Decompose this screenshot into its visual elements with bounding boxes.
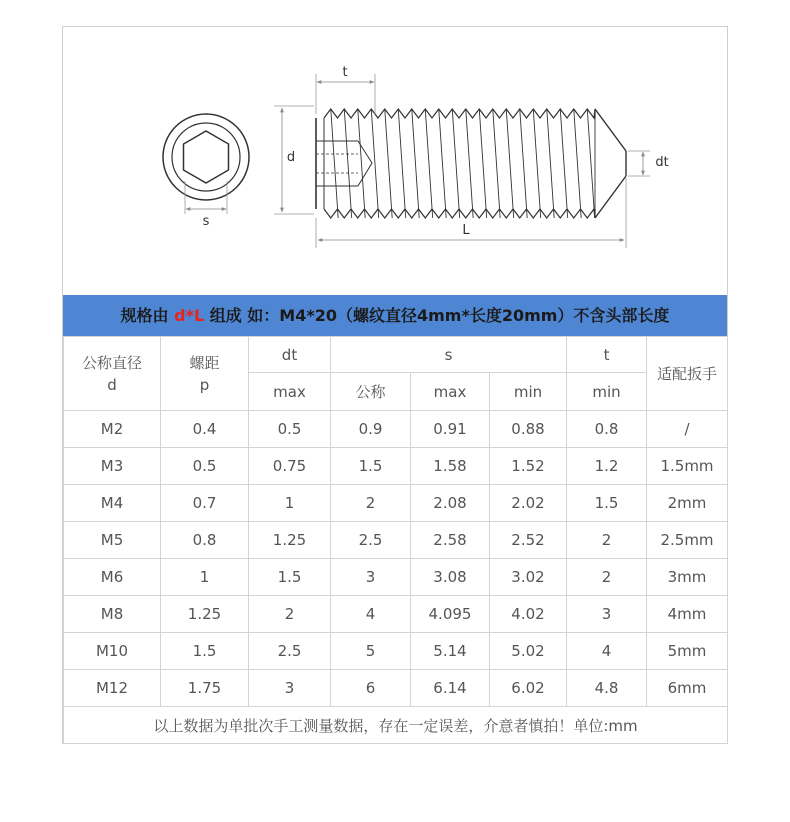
- table-header-row: [64, 337, 728, 373]
- table-cell: 1.5: [331, 448, 411, 485]
- table-cell: 3mm: [647, 559, 728, 596]
- table-row: [64, 448, 728, 485]
- table-row: [64, 633, 728, 670]
- banner-highlight: d*L: [174, 306, 205, 325]
- table-cell: 4.02: [490, 596, 567, 633]
- table-cell: 2.02: [490, 485, 567, 522]
- table-cell: 2: [249, 596, 331, 633]
- table-cell: 5.02: [490, 633, 567, 670]
- measurement-note: 以上数据为单批次手工测量数据，存在一定误差，介意者慎拍！单位:mm: [64, 707, 728, 744]
- header-s-min: min: [490, 373, 567, 411]
- table-note-row: [64, 707, 728, 744]
- dimension-table: [63, 336, 728, 744]
- table-cell: 6: [331, 670, 411, 707]
- label-dt: dt: [655, 155, 669, 170]
- table-row: [64, 411, 728, 448]
- table-cell: 1.75: [161, 670, 249, 707]
- banner-prefix: 规格由: [120, 306, 175, 325]
- table-cell: 1.5mm: [647, 448, 728, 485]
- table-cell: /: [647, 411, 728, 448]
- table-cell: 1.5: [567, 485, 647, 522]
- table-cell: 1.25: [249, 522, 331, 559]
- header-nominal-symbol: d: [107, 375, 117, 394]
- table-cell: 0.8: [567, 411, 647, 448]
- header-t-min: min: [567, 373, 647, 411]
- header-t: t: [567, 337, 647, 373]
- specification-banner: [63, 295, 727, 336]
- table-cell: 1: [161, 559, 249, 596]
- screw-technical-drawing: [62, 26, 728, 294]
- table-cell: M8: [64, 596, 161, 633]
- table-cell: 0.5: [249, 411, 331, 448]
- header-pitch: [161, 337, 249, 411]
- label-t: t: [342, 65, 348, 80]
- table-cell: 2.08: [411, 485, 490, 522]
- label-s: s: [202, 214, 210, 229]
- header-dt: dt: [249, 337, 331, 373]
- table-cell: 1.5: [249, 559, 331, 596]
- table-cell: 4.095: [411, 596, 490, 633]
- table-cell: 3: [249, 670, 331, 707]
- table-cell: 6.02: [490, 670, 567, 707]
- table-cell: 3.08: [411, 559, 490, 596]
- table-cell: 0.7: [161, 485, 249, 522]
- table-cell: 0.8: [161, 522, 249, 559]
- table-cell: 1.58: [411, 448, 490, 485]
- table-cell: 1.2: [567, 448, 647, 485]
- table-cell: 2: [567, 522, 647, 559]
- table-cell: M3: [64, 448, 161, 485]
- header-dt-max: max: [249, 373, 331, 411]
- table-cell: 3.02: [490, 559, 567, 596]
- table-cell: 2: [567, 559, 647, 596]
- table-cell: 5: [331, 633, 411, 670]
- table-cell: 2.5: [331, 522, 411, 559]
- table-cell: 2.52: [490, 522, 567, 559]
- table-cell: 6mm: [647, 670, 728, 707]
- header-pitch-label: 螺距: [189, 353, 220, 372]
- table-row: [64, 559, 728, 596]
- table-cell: M12: [64, 670, 161, 707]
- table-row: [64, 522, 728, 559]
- table-cell: 4.8: [567, 670, 647, 707]
- table-cell: 1.52: [490, 448, 567, 485]
- table-cell: 6.14: [411, 670, 490, 707]
- table-cell: 3: [567, 596, 647, 633]
- table-row: [64, 596, 728, 633]
- header-wrench: 适配扳手: [647, 337, 728, 411]
- table-cell: 2.5: [249, 633, 331, 670]
- table-cell: 4: [331, 596, 411, 633]
- header-nominal-label: 公称直径: [81, 353, 142, 372]
- table-cell: M2: [64, 411, 161, 448]
- table-cell: 2.5mm: [647, 522, 728, 559]
- label-d: d: [286, 150, 296, 165]
- table-cell: M10: [64, 633, 161, 670]
- table-cell: 4mm: [647, 596, 728, 633]
- table-cell: 2.58: [411, 522, 490, 559]
- table-cell: 1: [249, 485, 331, 522]
- header-pitch-symbol: p: [199, 375, 210, 394]
- table-cell: 2: [331, 485, 411, 522]
- screw-side-view: [316, 109, 628, 218]
- table-cell: 3: [331, 559, 411, 596]
- table-cell: 4: [567, 633, 647, 670]
- header-s-max: max: [411, 373, 490, 411]
- table-row: [64, 485, 728, 522]
- table-cell: M5: [64, 522, 161, 559]
- table-cell: 0.75: [249, 448, 331, 485]
- table-cell: 0.91: [411, 411, 490, 448]
- label-L: L: [462, 223, 470, 238]
- table-cell: 5.14: [411, 633, 490, 670]
- header-nominal-diameter: [64, 337, 161, 411]
- table-cell: 1.25: [161, 596, 249, 633]
- banner-suffix: 组成 如：M4*20（螺纹直径4mm*长度20mm）不含头部长度: [204, 306, 670, 325]
- table-cell: 0.88: [490, 411, 567, 448]
- table-cell: M4: [64, 485, 161, 522]
- table-row: [64, 670, 728, 707]
- table-cell: M6: [64, 559, 161, 596]
- table-cell: 2mm: [647, 485, 728, 522]
- header-s: s: [331, 337, 567, 373]
- header-s-nominal: 公称: [331, 373, 411, 411]
- table-cell: 1.5: [161, 633, 249, 670]
- table-cell: 0.4: [161, 411, 249, 448]
- screw-end-view: [163, 114, 249, 214]
- table-cell: 0.9: [331, 411, 411, 448]
- table-cell: 0.5: [161, 448, 249, 485]
- table-cell: 5mm: [647, 633, 728, 670]
